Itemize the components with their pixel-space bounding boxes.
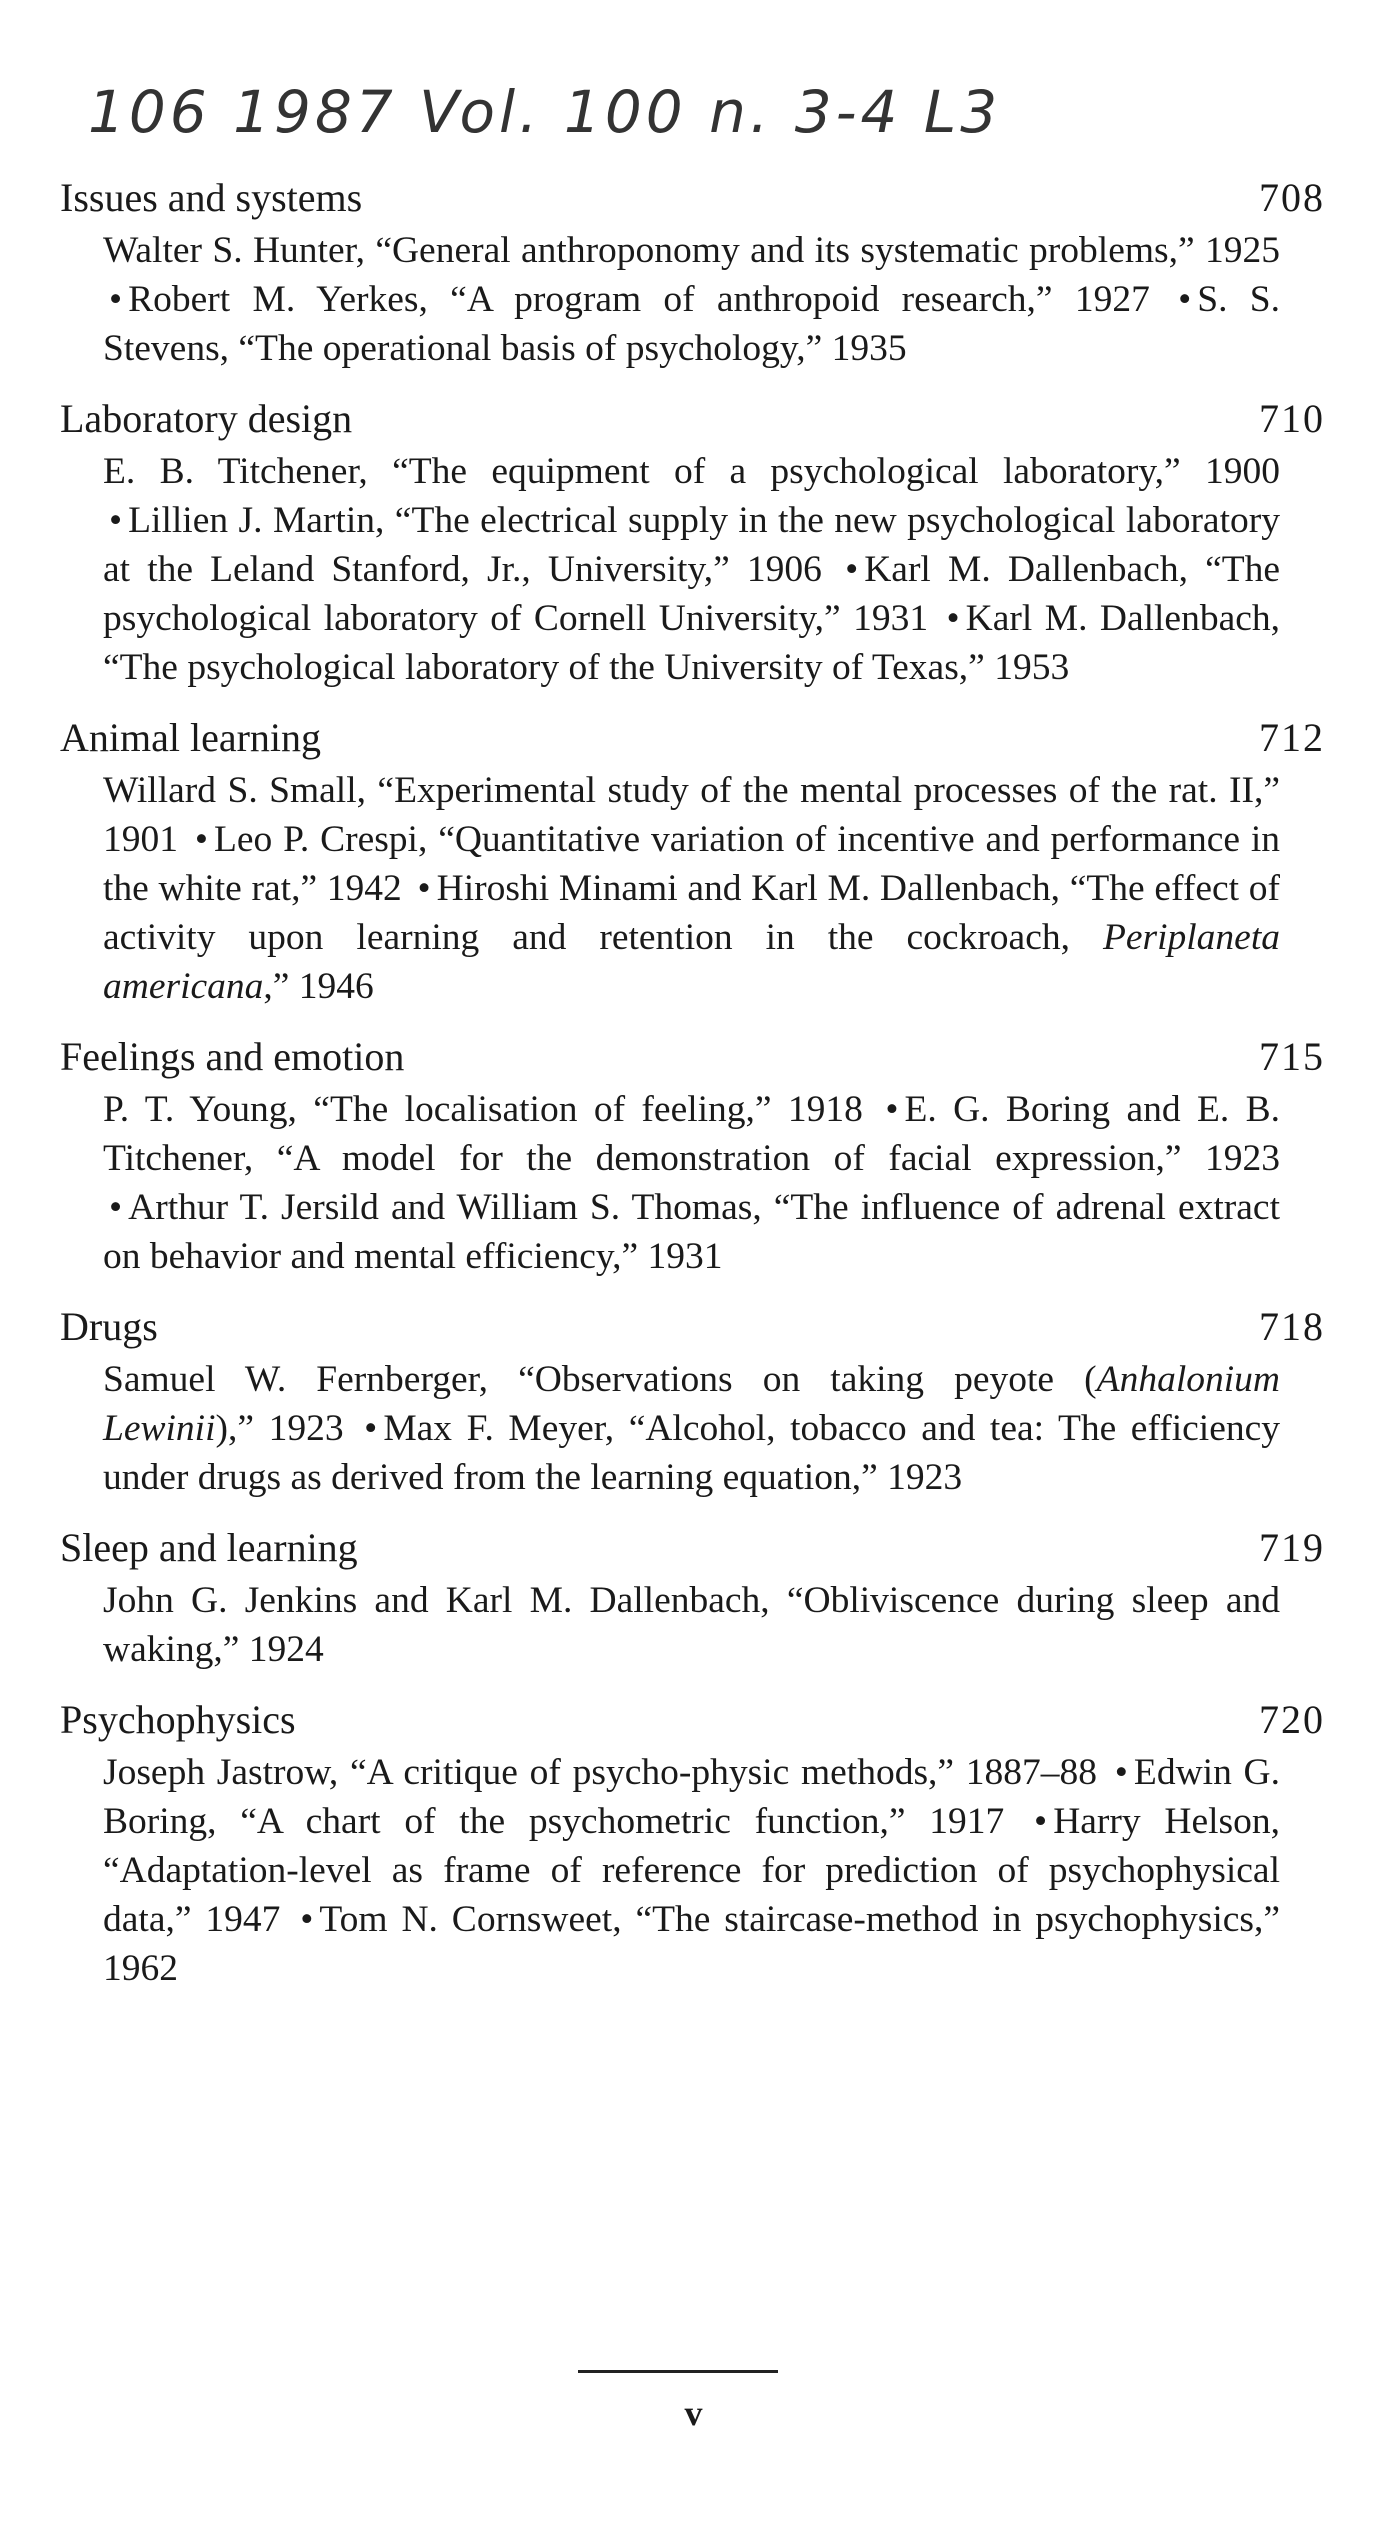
table-of-contents: [60, 170, 1325, 2011]
handwritten-catalog-note: [88, 62, 1208, 162]
toc-section-header: [60, 1029, 1325, 1085]
section-page-number: 712: [1259, 715, 1325, 760]
toc-section-header: [60, 170, 1325, 226]
bullet-separator: •: [109, 279, 123, 320]
toc-entry: Robert M. Yerkes, “A program of anthropoid research,” 1927: [128, 279, 1150, 320]
page-folio: v: [684, 2393, 703, 2433]
section-title: Sleep and learning: [60, 1525, 358, 1570]
bullet-separator: •: [946, 598, 960, 639]
section-entries: [103, 1576, 1280, 1674]
toc-section-header: [60, 1299, 1325, 1355]
toc-entry: Max F. Meyer, “Alcohol, tobacco and tea: The efficiency under drugs as derived from the learning equation,” 1923: [103, 1408, 1281, 1498]
section-entries: [103, 1085, 1280, 1281]
section-page-number: 720: [1259, 1697, 1325, 1742]
bullet-separator: •: [300, 1899, 314, 1940]
italic-species-name: Anhalonium Lewinii: [103, 1359, 1280, 1449]
handwritten-note-text: 106 1987 Vol. 100 n. 3-4 L3: [88, 78, 1002, 146]
toc-section-header: [60, 710, 1325, 766]
section-entries: [103, 447, 1280, 692]
footer-rule: [578, 2370, 778, 2373]
toc-entry: Tom N. Cornsweet, “The staircase-method in psychophysics,” 1962: [103, 1899, 1281, 1989]
bullet-separator: •: [885, 1089, 899, 1130]
section-page-number: 718: [1259, 1304, 1325, 1349]
toc-entry: Edwin G. Boring, “A chart of the psychometric function,” 1917: [103, 1752, 1281, 1842]
toc-section: [60, 710, 1325, 1011]
toc-section: [60, 1520, 1325, 1674]
bullet-separator: •: [109, 500, 123, 541]
bullet-separator: •: [1114, 1752, 1128, 1793]
toc-entry: Karl M. Dallenbach, “The psychological laboratory of the University of Texas,” 1953: [103, 598, 1280, 688]
section-title: Issues and systems: [60, 175, 363, 220]
toc-entry: P. T. Young, “The localisation of feeling,” 1918: [103, 1089, 863, 1130]
section-page-number: 715: [1259, 1034, 1325, 1079]
bullet-separator: •: [364, 1408, 378, 1449]
section-page-number: 710: [1259, 396, 1325, 441]
section-entries: [103, 1748, 1280, 1993]
section-page-number: 708: [1259, 175, 1325, 220]
toc-section: [60, 1692, 1325, 1993]
section-title: Laboratory design: [60, 396, 353, 441]
bullet-separator: •: [1178, 279, 1192, 320]
toc-entry: E. G. Boring and E. B. Titchener, “A model for the demonstration of facial expression,” 1923: [103, 1089, 1280, 1179]
toc-section: [60, 1299, 1325, 1502]
bullet-separator: •: [845, 549, 859, 590]
toc-entry: Walter S. Hunter, “General anthroponomy and its systematic problems,” 1925: [103, 230, 1280, 271]
section-page-number: 719: [1259, 1525, 1325, 1570]
section-title: Drugs: [60, 1304, 158, 1349]
toc-entry: Joseph Jastrow, “A critique of psycho-physic methods,” 1887–88: [103, 1752, 1098, 1793]
italic-species-name: Periplaneta americana: [103, 917, 1280, 1007]
toc-section: [60, 391, 1325, 692]
toc-entry: Karl M. Dallenbach, “The psychological laboratory of Cornell University,” 1931: [103, 549, 1281, 639]
section-title: Feelings and emotion: [60, 1034, 405, 1079]
toc-section: [60, 170, 1325, 373]
section-entries: [103, 226, 1280, 373]
toc-entry: Leo P. Crespi, “Quantitative variation of incentive and performance in the white rat,” 1942: [103, 819, 1281, 909]
section-entries: [103, 766, 1280, 1011]
toc-entry: Harry Helson, “Adaptation-level as frame of reference for prediction of psychophysical data,” 1947: [103, 1801, 1280, 1940]
section-entries: [103, 1355, 1280, 1502]
bullet-separator: •: [109, 1187, 123, 1228]
bullet-separator: •: [1034, 1801, 1048, 1842]
toc-entry: Lillien J. Martin, “The electrical supply in the new psychological laboratory at the Leland Stanford, Jr., University,” 1906: [103, 500, 1280, 590]
toc-entry: E. B. Titchener, “The equipment of a psychological laboratory,” 1900: [103, 451, 1280, 492]
toc-entry: John G. Jenkins and Karl M. Dallenbach, “Obliviscence during sleep and waking,” 1924: [103, 1580, 1280, 1670]
toc-entry: Hiroshi Minami and Karl M. Dallenbach, “The effect of activity upon learning and retention in the cockroach, Periplaneta americana,” 1946: [103, 868, 1280, 1007]
toc-section-header: [60, 1520, 1325, 1576]
toc-entry: Willard S. Small, “Experimental study of the mental processes of the rat. II,” 1901: [103, 770, 1280, 860]
section-title: Psychophysics: [60, 1697, 296, 1742]
toc-entry: Arthur T. Jersild and William S. Thomas, “The influence of adrenal extract on behavior and mental efficiency,” 1931: [103, 1187, 1280, 1277]
bullet-separator: •: [194, 819, 208, 860]
toc-section: [60, 1029, 1325, 1281]
toc-entry: S. S. Stevens, “The operational basis of psychology,” 1935: [103, 279, 1281, 369]
toc-section-header: [60, 391, 1325, 447]
bullet-separator: •: [417, 868, 431, 909]
toc-entry: Samuel W. Fernberger, “Observations on taking peyote (Anhalonium Lewinii),” 1923: [103, 1359, 1280, 1449]
section-title: Animal learning: [60, 715, 322, 760]
toc-section-header: [60, 1692, 1325, 1748]
